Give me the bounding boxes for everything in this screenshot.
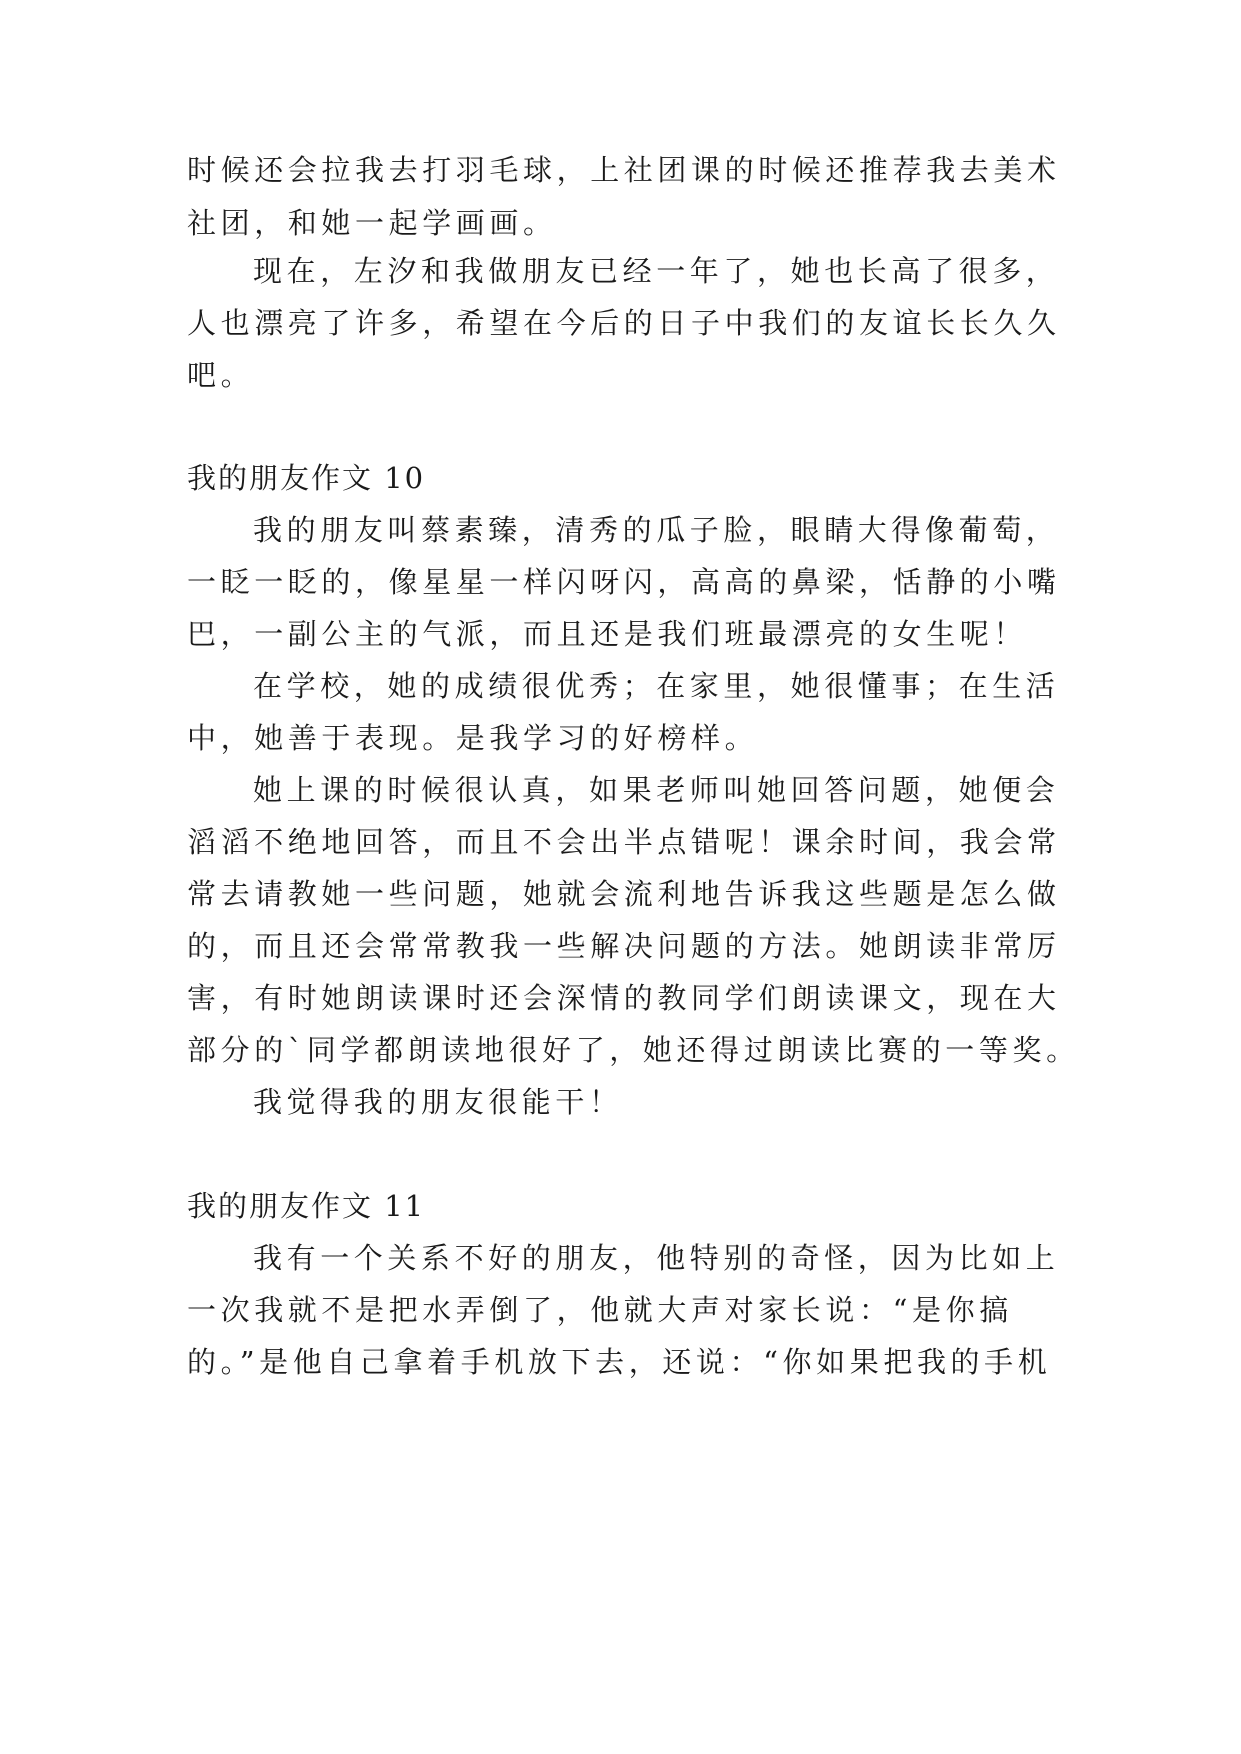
- paragraph-line: 的，而且还会常常教我一些解决问题的方法。她朗读非常厉: [187, 929, 1061, 963]
- paragraph-line: 我觉得我的朋友很能干！: [253, 1085, 623, 1119]
- paragraph-line: 部分的`同学都朗读地很好了，她还得过朗读比赛的一等奖。: [187, 1033, 1080, 1067]
- paragraph-line: 的。”是他自己拿着手机放下去，还说：“你如果把我的手机: [187, 1345, 1052, 1379]
- paragraph-line: 一眨一眨的，像星星一样闪呀闪，高高的鼻梁，恬静的小嘴: [187, 565, 1061, 599]
- section-heading: 我的朋友作文 11: [187, 1189, 426, 1223]
- paragraph-line: 害，有时她朗读课时还会深情的教同学们朗读课文，现在大: [187, 981, 1061, 1015]
- paragraph-line: 我的朋友叫蔡素臻，清秀的瓜子脸，眼睛大得像葡萄，: [253, 513, 1060, 547]
- paragraph-line: 一次我就不是把水弄倒了，他就大声对家长说：“是你搞: [187, 1293, 1013, 1327]
- paragraph-line: 社团，和她一起学画画。: [187, 206, 557, 240]
- section-heading: 我的朋友作文 10: [187, 461, 426, 495]
- paragraph-line: 中，她善于表现。是我学习的好榜样。: [187, 721, 759, 755]
- paragraph-line: 滔滔不绝地回答，而且不会出半点错呢！课余时间，我会常: [187, 825, 1061, 859]
- paragraph-line: 现在，左汐和我做朋友已经一年了，她也长高了很多，: [253, 254, 1060, 288]
- paragraph-line: 她上课的时候很认真，如果老师叫她回答问题，她便会: [253, 773, 1060, 807]
- paragraph-line: 人也漂亮了许多，希望在今后的日子中我们的友谊长长久久: [187, 306, 1061, 340]
- paragraph-line: 常去请教她一些问题，她就会流利地告诉我这些题是怎么做: [187, 877, 1061, 911]
- paragraph-line: 我有一个关系不好的朋友，他特别的奇怪，因为比如上: [253, 1241, 1060, 1275]
- paragraph-line: 巴，一副公主的气派，而且还是我们班最漂亮的女生呢！: [187, 617, 1028, 651]
- paragraph-line: 在学校，她的成绩很优秀；在家里，她很懂事；在生活: [253, 669, 1060, 703]
- paragraph-line: 时候还会拉我去打羽毛球，上社团课的时候还推荐我去美术: [187, 153, 1061, 187]
- paragraph-line: 吧。: [187, 358, 255, 392]
